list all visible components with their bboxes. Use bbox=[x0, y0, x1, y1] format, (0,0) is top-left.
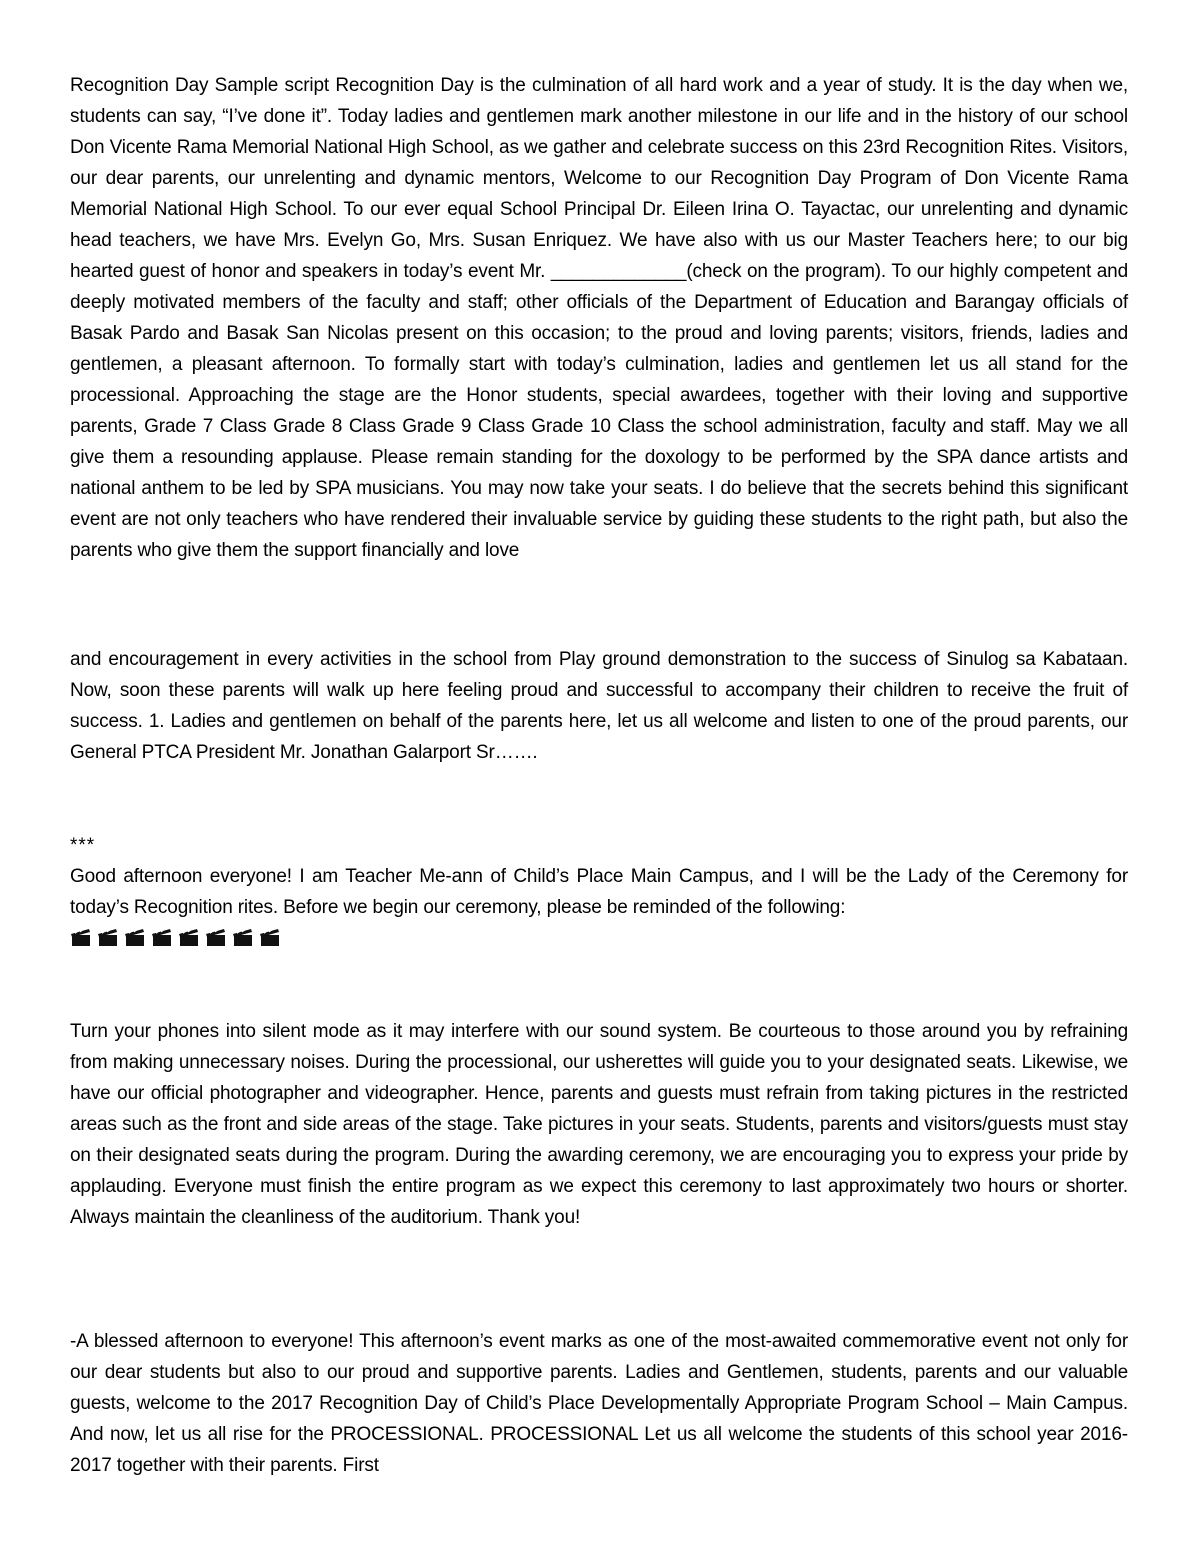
clapperboard-icon bbox=[70, 928, 92, 948]
clapperboard-icon bbox=[259, 928, 281, 948]
paragraph-recognition-script: Recognition Day Sample script Recognition Day is the culmination of all hard work and a year of study. It is the day when we, students can say, “I’ve done it”. Today ladies and gentlemen mark another milestone in our life and in the history of our school Don Vicente Rama Memorial National High School, as we gather and celebrate success on this 23rd Recognition Rites. Visitors, our dear parents, our unrelenting and dynamic mentors, Welcome to our Recognition Day Program of Don Vicente Rama Memorial National High School. To our ever equal School Principal Dr. Eileen Irina O. Tayactac, our unrelenting and dynamic head teachers, we have Mrs. Evelyn Go, Mrs. Susan Enriquez. We have also with us our Master Teachers here; to our big hearted guest of honor and speakers in today’s event Mr. _____________(check on the program). To our highly competent and deeply motivated members of the faculty and staff; other officials of the Department of Education and Barangay officials of Basak Pardo and Basak San Nicolas present on this occasion; to the proud and loving parents; visitors, friends, ladies and gentlemen, a pleasant afternoon. To formally start with today’s culmination, ladies and gentlemen let us all stand for the processional. Approaching the stage are the Honor students, special awardees, together with their loving and supportive parents, Grade 7 Class Grade 8 Class Grade 9 Class Grade 10 Class the school administration, faculty and staff. May we all give them a resounding applause. Please remain standing for the doxology to be performed by the SPA dance artists and national anthem to be led by SPA musicians. You may now take your seats. I do believe that the secrets behind this significant event are not only teachers who have rendered their invaluable service by guiding these students to the right path, but also the parents who give them the support financially and love bbox=[70, 75, 1128, 561]
paragraph-parents-encouragement: and encouragement in every activities in the school from Play ground demonstration to the success of Sinulog sa Kabataan. Now, soon these parents will walk up here feeling proud and successful to accompany their children to receive the fruit of success. 1. Ladies and gentlemen on behalf of the parents here, let us all welcome and listen to one of the proud parents, our General PTCA President Mr. Jonathan Galarport Sr……. bbox=[70, 649, 1128, 763]
clapperboard-icon bbox=[97, 928, 119, 948]
clapperboard-icon bbox=[178, 928, 200, 948]
section-separator: *** bbox=[70, 835, 96, 856]
paragraph-lady-of-ceremony: Good afternoon everyone! I am Teacher Me-ann of Child’s Place Main Campus, and I will be the Lady of the Ceremony for today’s Recognition rites. Before we begin our ceremony, please be reminded of the following: bbox=[70, 866, 1128, 918]
paragraph-reminders: Turn your phones into silent mode as it may interfere with our sound system. Be courteous to those around you by refraining from making unnecessary noises. During the processional, our usherettes will guide you to your designated seats. Likewise, we have our official photographer and videographer. Hence, parents and guests must refrain from taking pictures in the restricted areas such as the front and side areas of the stage. Take pictures in your seats. Students, parents and visitors/guests must stay on their designated seats during the program. During the awarding ceremony, we are encouraging you to express your pride by applauding. Everyone must finish the entire program as we expect this ceremony to last approximately two hours or shorter. Always maintain the cleanliness of the auditorium. Thank you! bbox=[70, 1021, 1128, 1228]
clapperboard-icon bbox=[205, 928, 227, 948]
clapperboard-icon bbox=[124, 928, 146, 948]
clapperboard-icon bbox=[232, 928, 254, 948]
clapperboard-icon bbox=[151, 928, 173, 948]
clapperboard-icon-row bbox=[70, 928, 281, 950]
paragraph-blessed-afternoon: -A blessed afternoon to everyone! This afternoon’s event marks as one of the most-awaited commemorative event not only for our dear students but also to our proud and supportive parents. Ladies and Gentlemen, students, parents and our valuable guests, welcome to the 2017 Recognition Day of Child’s Place Developmentally Appropriate Program School – Main Campus. And now, let us all rise for the PROCESSIONAL. PROCESSIONAL Let us all welcome the students of this school year 2016-2017 together with their parents. First bbox=[70, 1331, 1128, 1476]
